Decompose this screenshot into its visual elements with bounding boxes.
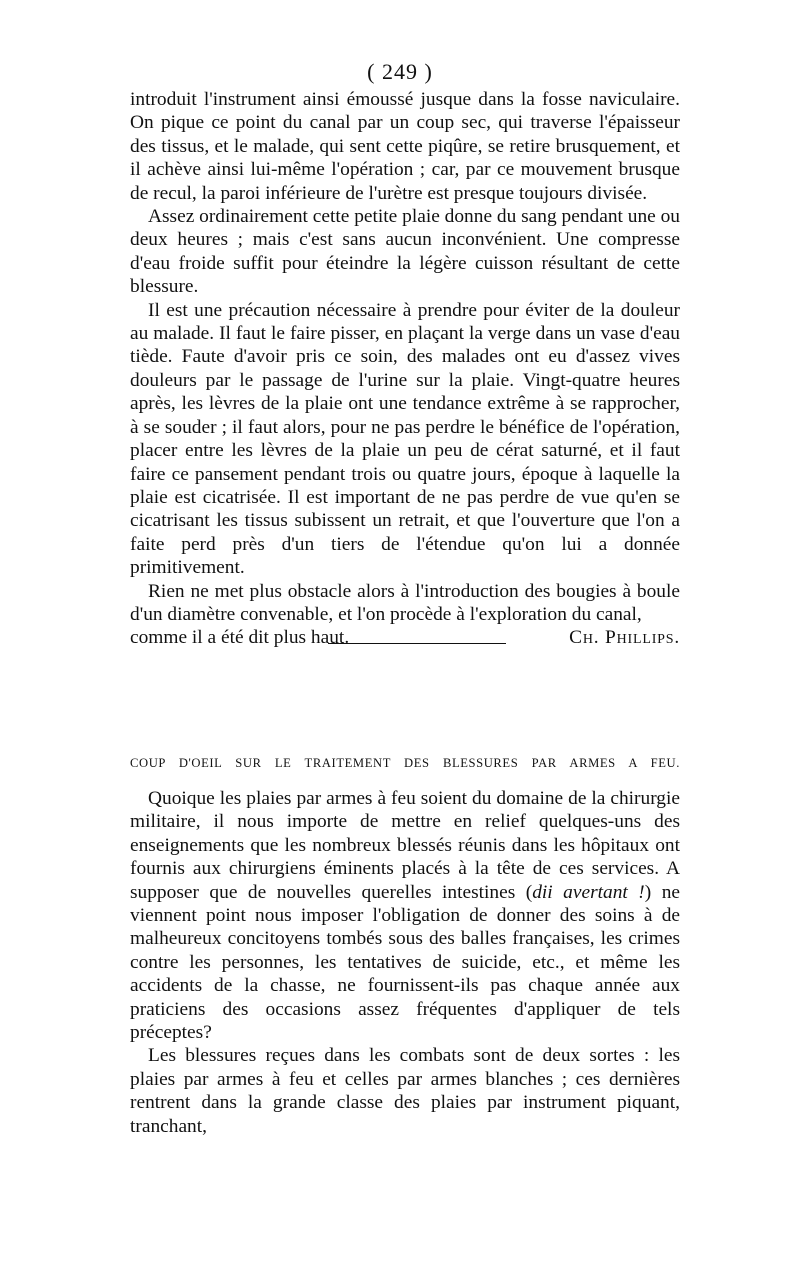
page-number: ( 249 ) [367, 59, 433, 84]
paragraph-bougies: Rien ne met plus obstacle alors à l'introduction des bougies à boule d'un diamètre convenable, et l'on procède à l'exploration du canal, [130, 580, 680, 625]
paragraph-precaution: Il est une précaution nécessaire à prendre pour éviter de la douleur au malade. Il faut le faire pisser, en plaçant la verge dans un vase d'eau tiède. Faute d'avoir pris ce soin, des malades ont eu d'assez vives douleurs par le passage de l'urine sur la plaie. Vingt-quatre heures après, les lèvres de la plaie ont une tendance extrême à se rapprocher, à se souder ; il faut alors, pour ne pas perdre le bénéfice de l'opération, placer entre les lèvres de la plaie un peu de cérat saturné, et il faut faire ce pansement pendant trois ou quatre jours, époque à laquelle la plaie est cicatrisée. Il est important de ne pas perdre de vue qu'en se cicatrisant les tissus subissent un retrait, et que l'ouverture que l'on a faite perd près d'un tiers de l'étendue qu'on lui a donnée primitivement. [130, 299, 680, 579]
paragraph-text-part: Quoique les plaies par armes à feu soient du domaine de la chirurgie militaire, il nous importe de mettre en relief quelques-uns des enseignements que les nombreux blessés réunis dans les hôpitaux ont fournis aux chirurgiens éminents placés à la tête de ces services. A supposer que de nouvelles querelles intestines ( [130, 788, 680, 903]
author-signature: Ch. Phillips. [569, 627, 680, 649]
article-gunshot-wounds-text [130, 787, 680, 1138]
paragraph-text-part: ) ne viennent point nous imposer l'obligation de donner des soins à de malheureux concitoyens tombés sous des balles françaises, les crimes contre les personnes, les tentatives de suicide, etc., et même les accidents de la chasse, ne fournissent-ils pas chaque année aux praticiens des occasions assez fréquentes d'appliquer de tels préceptes? [130, 881, 681, 1044]
paragraph-military-surgery [130, 787, 680, 1044]
italic-latin-phrase: dii avertant ! [532, 881, 645, 903]
article-urethrotomy-text [130, 88, 680, 650]
paragraph-continuation: introduit l'instrument ainsi émoussé jusque dans la fosse naviculaire. On pique ce point du canal par un coup sec, qui traverse l'épaisseur des tissus, et le malade, qui sent cette piqûre, se retire brusquement, et il achève ainsi lui-même l'opération ; car, par ce mouvement brusque de recul, la paroi inférieure de l'urètre est presque toujours divisée. [130, 89, 680, 204]
section-heading: COUP D'OEIL SUR LE TRAITEMENT DES BLESSURES PAR ARMES A FEU. [130, 756, 680, 770]
section-divider-rule [328, 643, 506, 644]
paragraph-wound-types: Les blessures reçues dans les combats sont de deux sortes : les plaies par armes à feu et celles par armes blanches ; ces dernières rentrent dans la grande classe des plaies par instrument piquant, tranchant, [130, 1045, 680, 1137]
signature-row [130, 626, 680, 650]
closing-line: comme il a été dit plus haut. [130, 627, 350, 649]
paragraph-bleeding: Assez ordinairement cette petite plaie donne du sang pendant une ou deux heures ; mais c'est sans aucun inconvénient. Une compresse d'eau froide suffit pour éteindre la légère cuisson résultant de cette blessure. [130, 206, 680, 298]
